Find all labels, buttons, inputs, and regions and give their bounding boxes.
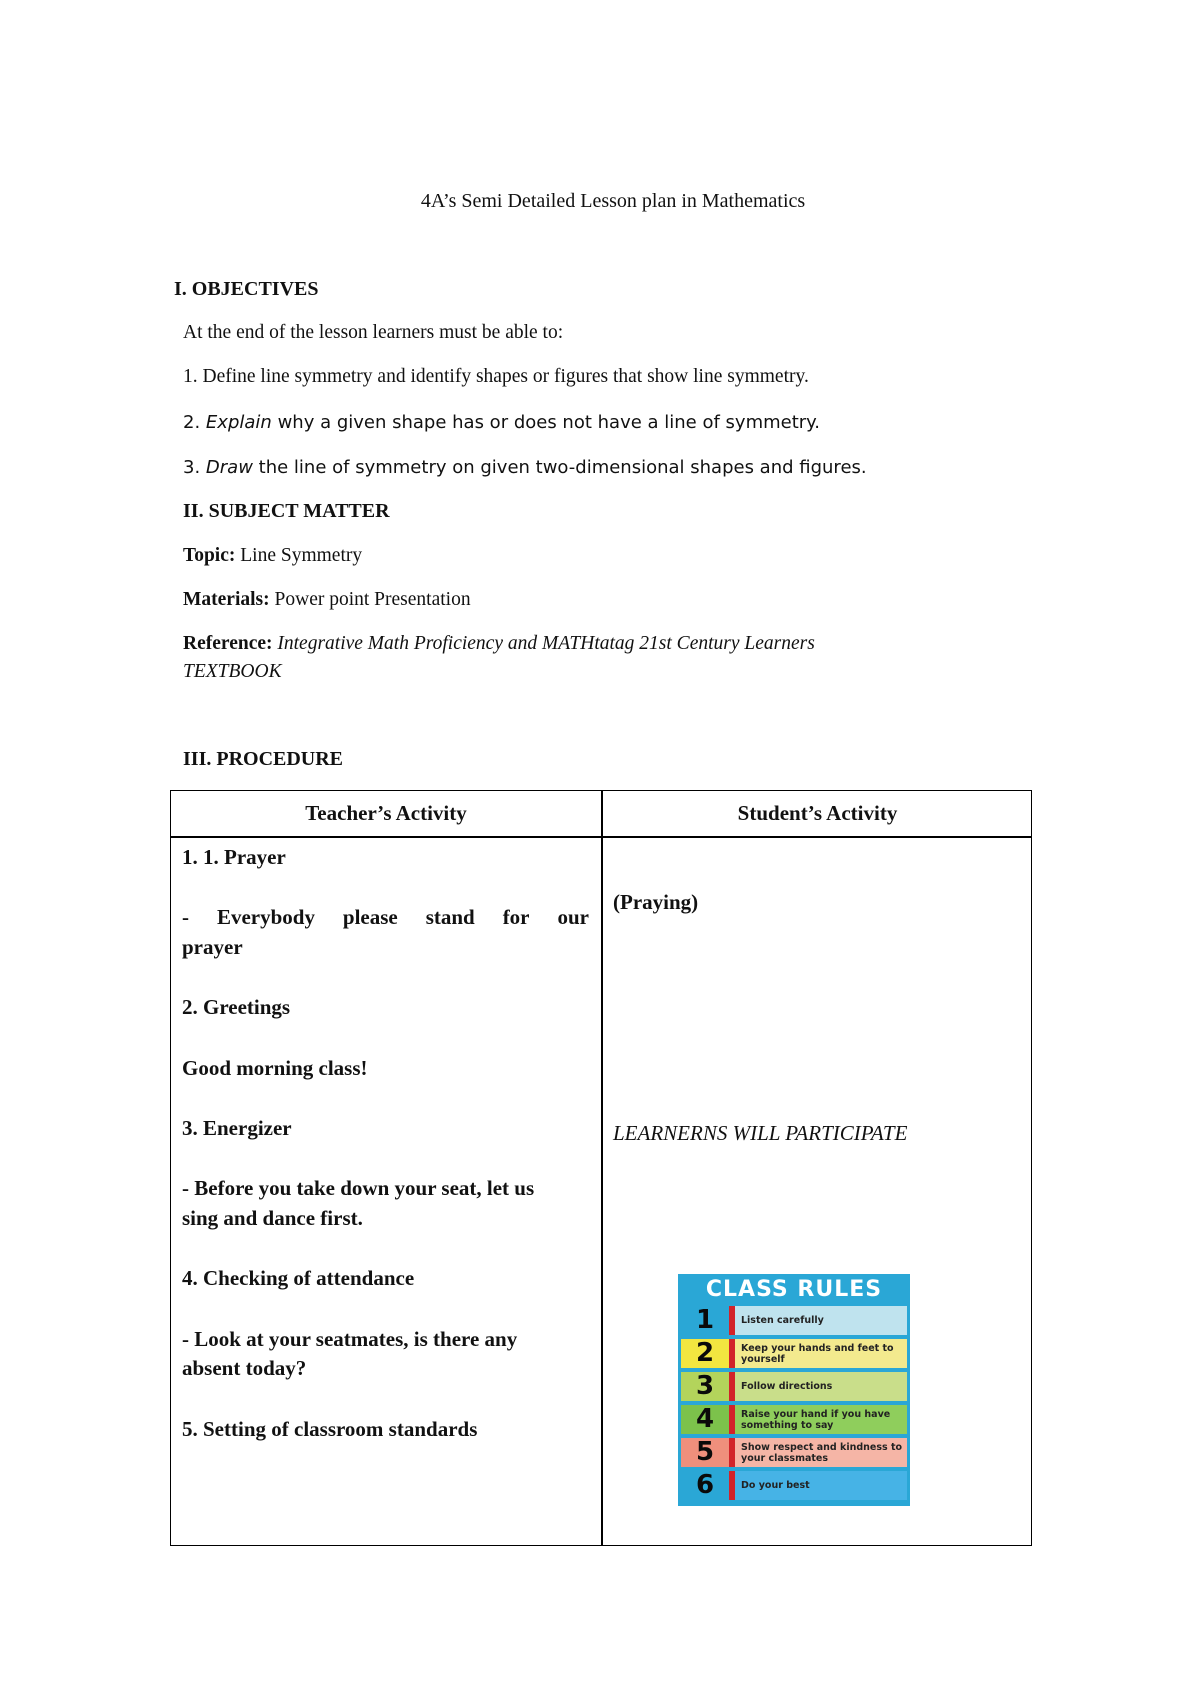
reference-line-2 bbox=[183, 661, 282, 683]
student-participate: LEARNERNS WILL PARTICIPATE bbox=[613, 1121, 908, 1145]
objective-item-3 bbox=[183, 457, 867, 478]
rule-text: Raise your hand if you have something to say bbox=[735, 1405, 907, 1434]
materials-label: Materials: bbox=[183, 589, 270, 610]
rule-number: 1 bbox=[681, 1306, 729, 1335]
column-divider bbox=[601, 791, 603, 1545]
rule-row bbox=[681, 1438, 907, 1467]
rule-number: 5 bbox=[681, 1438, 729, 1467]
objectives-intro: At the end of the lesson learners must be able to: bbox=[183, 322, 564, 343]
rule-row bbox=[681, 1405, 907, 1434]
objective-3-text: the line of symmetry on given two-dimensional shapes and figures. bbox=[258, 457, 867, 478]
step-energizer: 3. Energizer bbox=[182, 1116, 292, 1140]
attendance-instruction-line-2: absent today? bbox=[182, 1356, 307, 1380]
reference-line bbox=[183, 633, 815, 655]
energizer-instruction: - Before you take down your seat, let us bbox=[182, 1176, 535, 1200]
class-rules-title: CLASS RULES bbox=[705, 1277, 883, 1302]
reference-label: Reference: bbox=[183, 633, 273, 654]
rule-text: Listen carefully bbox=[735, 1306, 907, 1335]
step-classroom-standards: 5. Setting of classroom standards bbox=[182, 1417, 478, 1441]
procedure-table bbox=[170, 790, 1032, 1546]
document-title: 4A’s Semi Detailed Lesson plan in Mathematics bbox=[420, 190, 806, 212]
objectives-heading: I. OBJECTIVES bbox=[174, 278, 319, 300]
rule-number: 2 bbox=[681, 1339, 729, 1368]
rule-row bbox=[681, 1306, 907, 1335]
rule-text: Keep your hands and feet to yourself bbox=[735, 1339, 907, 1368]
prayer-word: stand bbox=[425, 905, 475, 929]
prayer-instruction bbox=[182, 905, 589, 930]
prayer-word: for bbox=[502, 905, 530, 929]
rule-number: 3 bbox=[681, 1372, 729, 1401]
teacher-activity-header: Teacher’s Activity bbox=[305, 801, 467, 825]
topic-line bbox=[183, 545, 362, 567]
greetings-text: Good morning class! bbox=[182, 1056, 368, 1080]
prayer-word: Everybody bbox=[216, 905, 315, 929]
student-praying: (Praying) bbox=[613, 890, 699, 914]
rule-row bbox=[681, 1471, 907, 1500]
step-attendance: 4. Checking of attendance bbox=[182, 1266, 415, 1290]
prayer-instruction-line-2: prayer bbox=[182, 935, 243, 959]
energizer-instruction-line-2: sing and dance first. bbox=[182, 1206, 363, 1230]
student-activity-header: Student’s Activity bbox=[737, 801, 898, 825]
rule-row bbox=[681, 1339, 907, 1368]
subject-matter-heading: II. SUBJECT MATTER bbox=[183, 500, 390, 522]
objective-3-number: 3. bbox=[183, 457, 201, 478]
objective-3-verb: Draw bbox=[205, 457, 253, 478]
objective-2-number: 2. bbox=[183, 412, 201, 433]
objective-item-1: 1. Define line symmetry and identify shapes or figures that show line symmetry. bbox=[183, 366, 809, 387]
reference-value-2: TEXTBOOK bbox=[183, 661, 282, 682]
reference-value: Integrative Math Proficiency and MATHtatag 21st Century Learners bbox=[277, 633, 815, 654]
rule-text: Do your best bbox=[735, 1471, 907, 1500]
prayer-word: please bbox=[342, 905, 398, 929]
procedure-heading: III. PROCEDURE bbox=[183, 748, 344, 770]
rule-row bbox=[681, 1372, 907, 1401]
topic-value: Line Symmetry bbox=[240, 545, 363, 566]
objective-2-verb: Explain bbox=[205, 412, 272, 433]
attendance-instruction: - Look at your seatmates, is there any bbox=[182, 1327, 518, 1351]
rule-number: 4 bbox=[681, 1405, 729, 1434]
class-rules-poster bbox=[678, 1274, 910, 1506]
rule-number: 6 bbox=[681, 1471, 729, 1500]
prayer-word: - bbox=[182, 905, 189, 929]
topic-label: Topic: bbox=[183, 545, 236, 566]
materials-line bbox=[183, 589, 471, 611]
rule-text: Show respect and kindness to your classmates bbox=[735, 1438, 907, 1467]
objective-item-2 bbox=[183, 412, 820, 433]
header-rule bbox=[171, 836, 1031, 838]
materials-value: Power point Presentation bbox=[274, 589, 471, 610]
prayer-word: our bbox=[557, 905, 589, 929]
objective-2-text: why a given shape has or does not have a line of symmetry. bbox=[277, 412, 820, 433]
step-greetings: 2. Greetings bbox=[182, 995, 291, 1019]
rule-text: Follow directions bbox=[735, 1372, 907, 1401]
step-prayer: 1. 1. Prayer bbox=[182, 845, 286, 869]
